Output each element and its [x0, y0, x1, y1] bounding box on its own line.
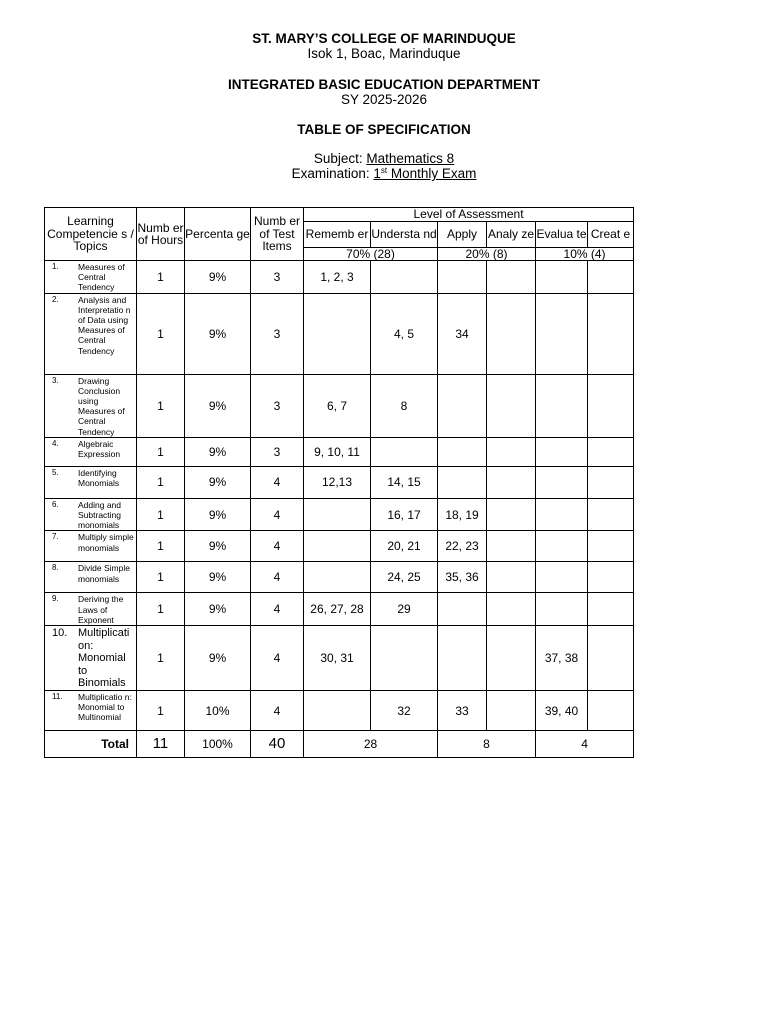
topic-cell: [45, 374, 137, 437]
topic-cell: [45, 691, 137, 731]
create-cell: [588, 437, 634, 466]
table-row: [45, 562, 634, 593]
remember-cell: [304, 498, 371, 531]
apply-cell: 22, 23: [438, 531, 487, 562]
analyze-cell: [487, 437, 536, 466]
topic-cell: [45, 593, 137, 626]
topic-number: 3.: [52, 375, 59, 385]
understand-cell: 20, 21: [371, 531, 438, 562]
create-cell: [588, 531, 634, 562]
topic-text: Analysis and Interpretatio n of Data using Measures of Central Tendency: [78, 294, 131, 356]
header-group-lower: 70% (28): [304, 247, 438, 261]
analyze-cell: [487, 498, 536, 531]
create-cell: [588, 293, 634, 374]
topic-cell: [45, 437, 137, 466]
items-cell: 3: [251, 261, 304, 294]
table-row: [45, 437, 634, 466]
header-group-middle: 20% (8): [438, 247, 536, 261]
topic-text: Divide Simple monomials: [78, 563, 130, 584]
evaluate-cell: [536, 261, 588, 294]
apply-cell: 33: [438, 691, 487, 731]
topic-number: 10.: [52, 627, 68, 640]
examination-line: [0, 166, 768, 181]
create-cell: [588, 466, 634, 498]
evaluate-cell: [536, 498, 588, 531]
total-percentage: 100%: [185, 731, 251, 758]
analyze-cell: [487, 531, 536, 562]
table-row: [45, 466, 634, 498]
understand-cell: 32: [371, 691, 438, 731]
topic-text: Multiplicatio n: Monomial to Multinomial: [78, 692, 132, 723]
department-name: INTEGRATED BASIC EDUCATION DEPARTMENT: [228, 77, 540, 92]
apply-cell: [438, 466, 487, 498]
topic-text: Multiplicati on: Monomial to Binomials: [78, 627, 130, 690]
remember-cell: 26, 27, 28: [304, 593, 371, 626]
analyze-cell: [487, 293, 536, 374]
understand-cell: [371, 261, 438, 294]
analyze-cell: [487, 593, 536, 626]
topic-number: 9.: [52, 594, 59, 604]
evaluate-cell: [536, 593, 588, 626]
understand-cell: 29: [371, 593, 438, 626]
header-apply: Apply: [438, 221, 487, 247]
topic-number: 8.: [52, 563, 59, 573]
apply-cell: [438, 437, 487, 466]
remember-cell: 9, 10, 11: [304, 437, 371, 466]
analyze-cell: [487, 626, 536, 691]
remember-cell: [304, 293, 371, 374]
analyze-cell: [487, 261, 536, 294]
items-cell: 3: [251, 374, 304, 437]
hours-cell: 1: [137, 691, 185, 731]
pct-cell: 9%: [185, 562, 251, 593]
header-items: Numb er of Test Items: [251, 208, 304, 261]
understand-cell: 8: [371, 374, 438, 437]
topic-number: 2.: [52, 294, 59, 304]
apply-cell: [438, 593, 487, 626]
pct-cell: 9%: [185, 261, 251, 294]
items-cell: 4: [251, 593, 304, 626]
pct-cell: 9%: [185, 498, 251, 531]
hours-cell: 1: [137, 626, 185, 691]
topic-cell: [45, 261, 137, 294]
create-cell: [588, 374, 634, 437]
header-competencies: Learning Competencie s / Topics: [45, 208, 137, 261]
hours-cell: 1: [137, 261, 185, 294]
examination-label: Examination:: [291, 166, 370, 181]
topic-number: 6.: [52, 499, 59, 509]
evaluate-cell: 39, 40: [536, 691, 588, 731]
pct-cell: 10%: [185, 691, 251, 731]
hours-cell: 1: [137, 374, 185, 437]
hours-cell: 1: [137, 562, 185, 593]
total-row: [45, 731, 634, 758]
subject-label: Subject:: [313, 151, 363, 166]
evaluate-cell: [536, 562, 588, 593]
pct-cell: 9%: [185, 593, 251, 626]
topic-number: 5.: [52, 467, 59, 477]
remember-cell: 12,13: [304, 466, 371, 498]
remember-cell: 30, 31: [304, 626, 371, 691]
subject-line: [0, 151, 768, 166]
table-row: [45, 374, 634, 437]
evaluate-cell: 37, 38: [536, 626, 588, 691]
remember-cell: [304, 531, 371, 562]
topic-text: Measures of Central Tendency: [78, 262, 125, 293]
apply-cell: [438, 374, 487, 437]
items-cell: 4: [251, 562, 304, 593]
evaluate-cell: [536, 374, 588, 437]
specification-table: [44, 207, 634, 758]
pct-cell: 9%: [185, 293, 251, 374]
topic-text: Drawing Conclusion using Measures of Central Tendency: [78, 375, 125, 437]
understand-cell: 24, 25: [371, 562, 438, 593]
evaluate-cell: [536, 531, 588, 562]
remember-cell: 1, 2, 3: [304, 261, 371, 294]
hours-cell: 1: [137, 437, 185, 466]
header-group-higher: 10% (4): [536, 247, 634, 261]
topic-cell: [45, 498, 137, 531]
understand-cell: [371, 437, 438, 466]
topic-cell: [45, 531, 137, 562]
items-cell: 3: [251, 437, 304, 466]
topic-cell: [45, 293, 137, 374]
table-row: [45, 531, 634, 562]
subject-value: Mathematics 8: [366, 151, 455, 166]
hours-cell: 1: [137, 293, 185, 374]
table-row: [45, 626, 634, 691]
create-cell: [588, 498, 634, 531]
topic-number: 11.: [52, 692, 63, 702]
create-cell: [588, 261, 634, 294]
table-row: [45, 293, 634, 374]
document-title: TABLE OF SPECIFICATION: [297, 122, 471, 137]
header-remember: Rememb er: [304, 221, 371, 247]
hours-cell: 1: [137, 593, 185, 626]
topic-text: Identifying Monomials: [78, 467, 120, 489]
understand-cell: [371, 626, 438, 691]
topic-number: 4.: [52, 438, 59, 448]
header-percentage: Percenta ge: [185, 208, 251, 261]
evaluate-cell: [536, 437, 588, 466]
topic-text: Multiply simple monomials: [78, 532, 134, 553]
total-higher-order: 4: [536, 731, 634, 758]
topic-cell: [45, 562, 137, 593]
total-lower-order: 28: [304, 731, 438, 758]
topic-number: 7.: [52, 532, 59, 542]
evaluate-cell: [536, 466, 588, 498]
school-name: ST. MARY’S COLLEGE OF MARINDUQUE: [252, 31, 516, 46]
table-row: [45, 691, 634, 731]
items-cell: 4: [251, 498, 304, 531]
analyze-cell: [487, 466, 536, 498]
apply-cell: 35, 36: [438, 562, 487, 593]
header-understand: Understa nd: [371, 221, 438, 247]
total-label: Total: [45, 731, 137, 758]
pct-cell: 9%: [185, 531, 251, 562]
topic-text: Algebraic Expression: [78, 438, 121, 460]
pct-cell: 9%: [185, 374, 251, 437]
items-cell: 4: [251, 531, 304, 562]
table-row: [45, 593, 634, 626]
school-year: SY 2025-2026: [340, 92, 428, 107]
understand-cell: 4, 5: [371, 293, 438, 374]
hours-cell: 1: [137, 466, 185, 498]
school-address: Isok 1, Boac, Marinduque: [307, 46, 461, 61]
table-row: [45, 498, 634, 531]
items-cell: 4: [251, 626, 304, 691]
evaluate-cell: [536, 293, 588, 374]
topic-text: Adding and Subtracting monomials: [78, 499, 122, 531]
understand-cell: 14, 15: [371, 466, 438, 498]
apply-cell: [438, 261, 487, 294]
analyze-cell: [487, 562, 536, 593]
create-cell: [588, 593, 634, 626]
pct-cell: 9%: [185, 437, 251, 466]
items-cell: 4: [251, 466, 304, 498]
total-middle-order: 8: [438, 731, 536, 758]
header-hours: Numb er of Hours: [137, 208, 185, 261]
topic-text: Deriving the Laws of Exponent: [78, 594, 124, 625]
header-analyze: Analy ze: [487, 221, 536, 247]
hours-cell: 1: [137, 498, 185, 531]
topic-cell: [45, 466, 137, 498]
header-level-of-assessment: Level of Assessment: [304, 208, 634, 222]
analyze-cell: [487, 374, 536, 437]
apply-cell: 34: [438, 293, 487, 374]
total-items: 40: [251, 731, 304, 758]
items-cell: 4: [251, 691, 304, 731]
table-body: [45, 261, 634, 758]
apply-cell: [438, 626, 487, 691]
header-evaluate: Evalua te: [536, 221, 588, 247]
create-cell: [588, 562, 634, 593]
remember-cell: [304, 691, 371, 731]
topic-cell: [45, 626, 137, 691]
analyze-cell: [487, 691, 536, 731]
total-hours: 11: [137, 731, 185, 758]
examination-value: 1st Monthly Exam: [373, 166, 477, 181]
apply-cell: 18, 19: [438, 498, 487, 531]
hours-cell: 1: [137, 531, 185, 562]
pct-cell: 9%: [185, 626, 251, 691]
table-row: [45, 261, 634, 294]
create-cell: [588, 691, 634, 731]
pct-cell: 9%: [185, 466, 251, 498]
header-create: Creat e: [588, 221, 634, 247]
items-cell: 3: [251, 293, 304, 374]
understand-cell: 16, 17: [371, 498, 438, 531]
topic-number: 1.: [52, 262, 59, 271]
remember-cell: [304, 562, 371, 593]
create-cell: [588, 626, 634, 691]
remember-cell: 6, 7: [304, 374, 371, 437]
